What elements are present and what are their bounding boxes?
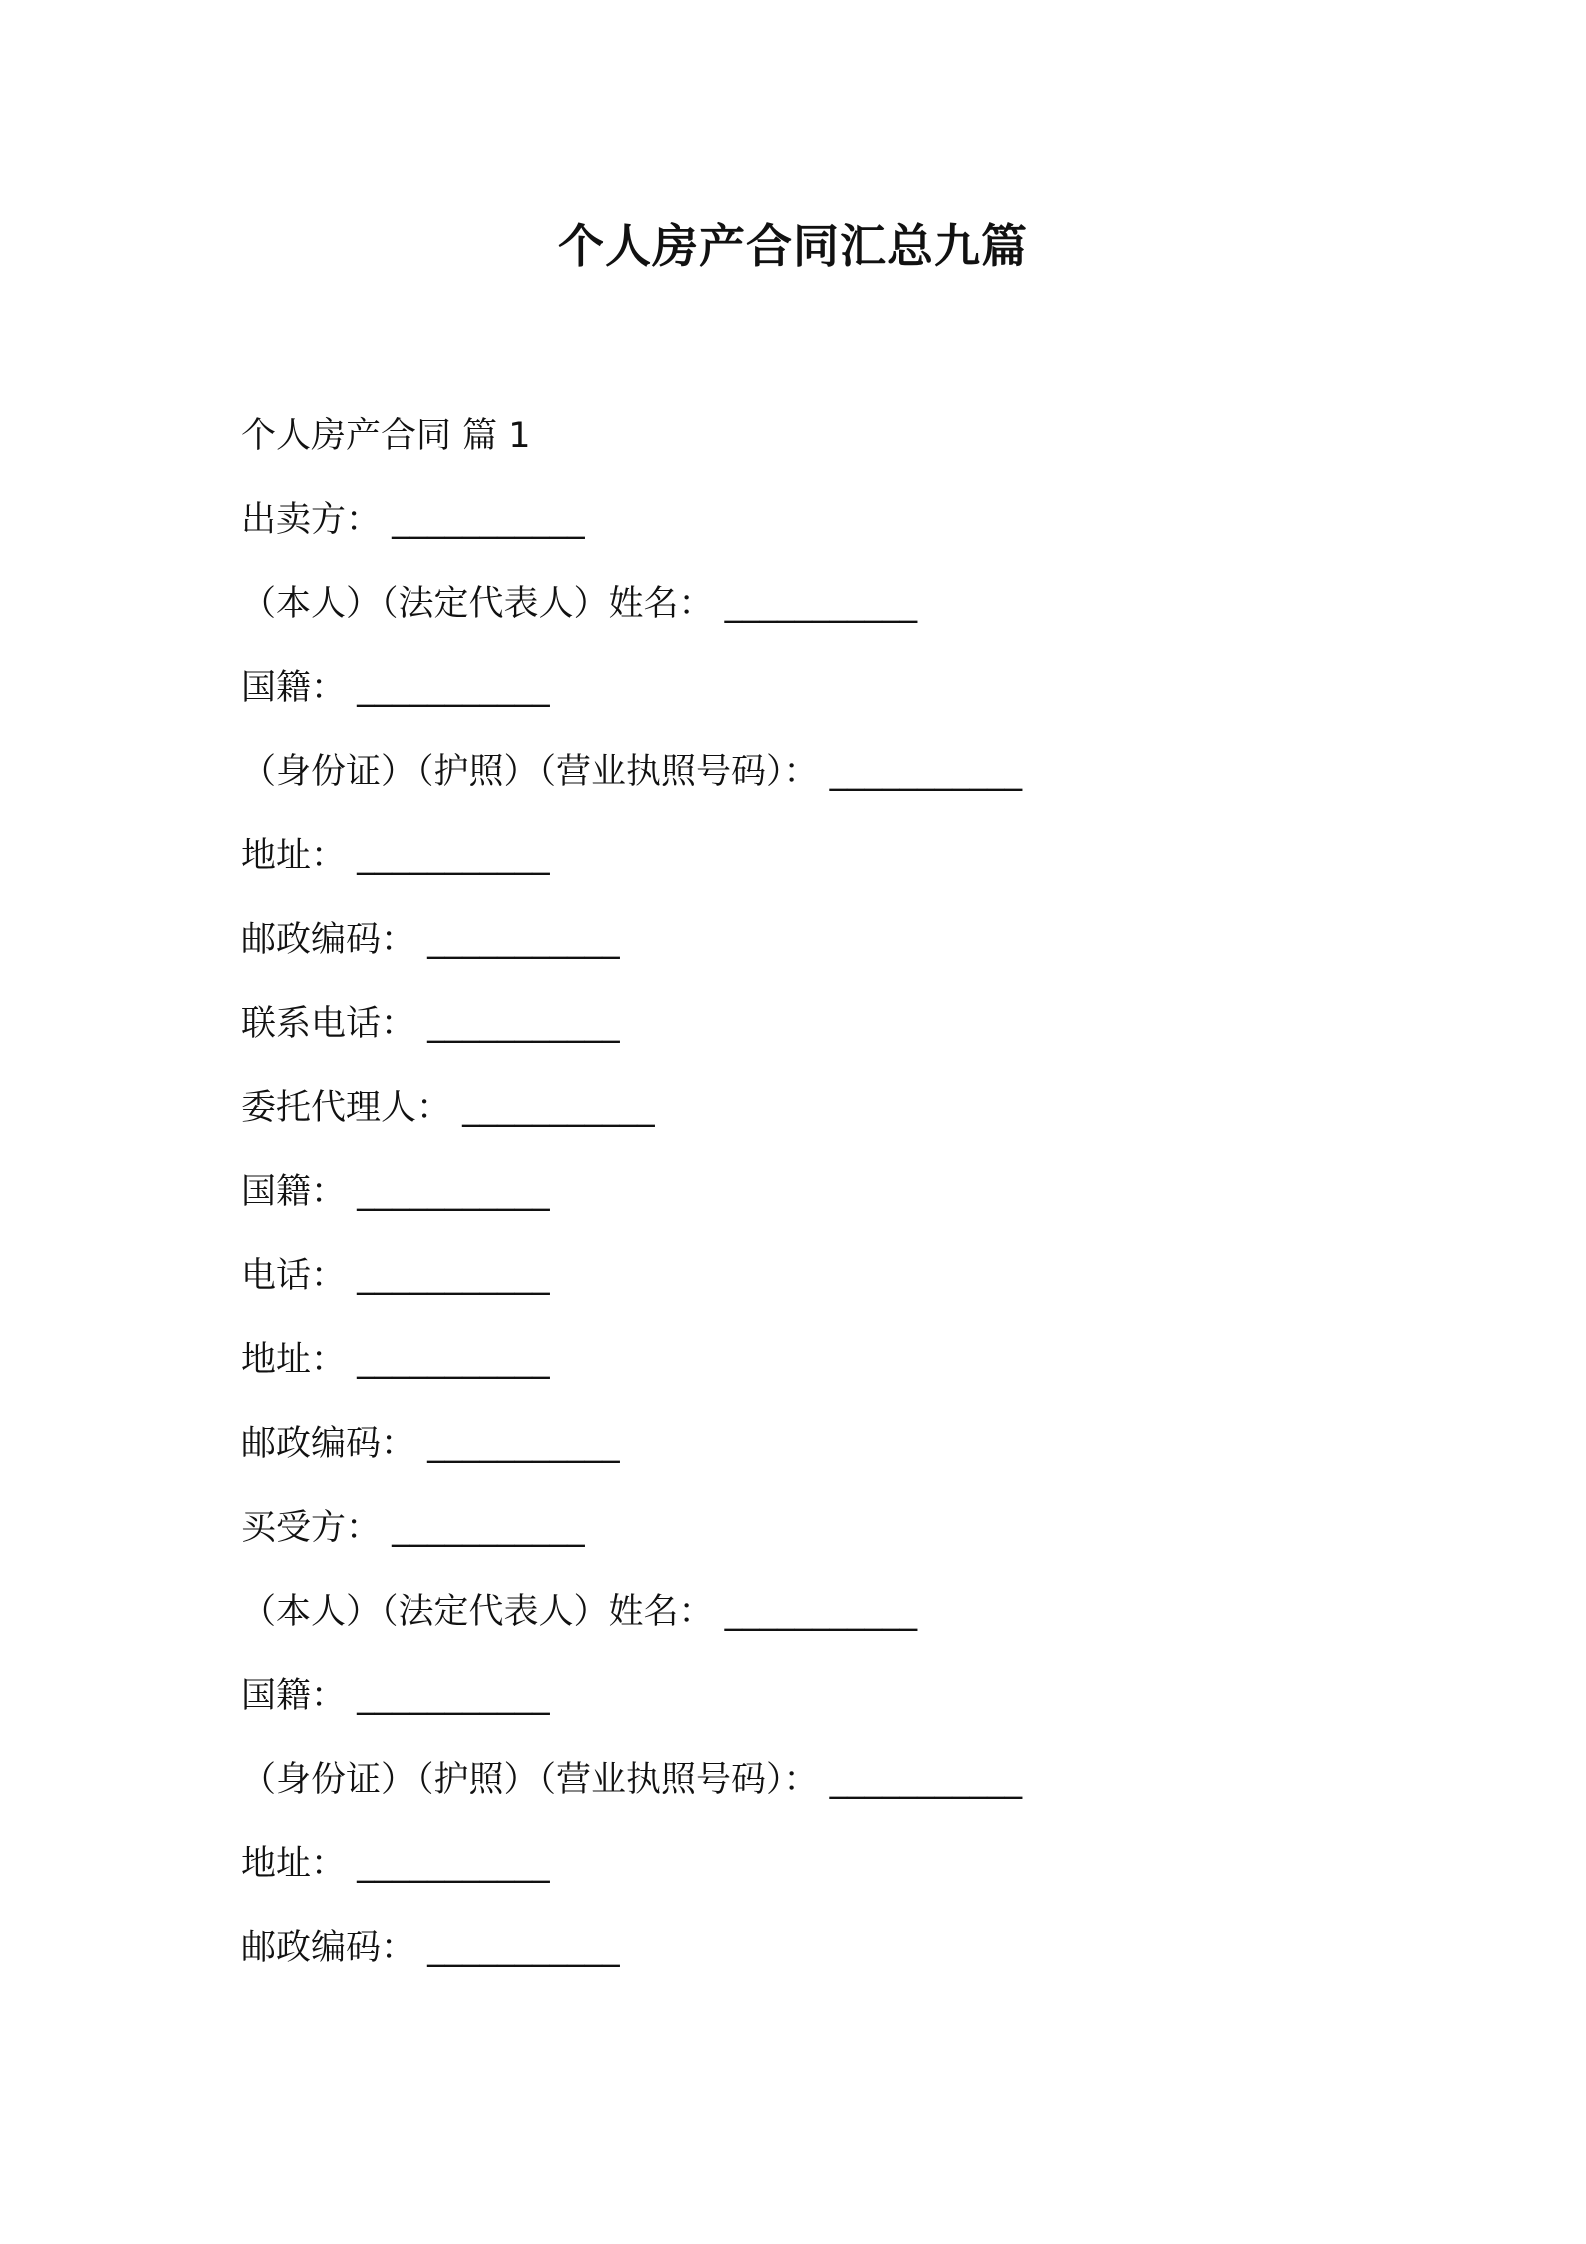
field-agent-address	[241, 1330, 1391, 1390]
field-seller-nationality	[241, 658, 1391, 718]
section-heading: 个人房产合同 篇 1	[241, 416, 531, 456]
field-buyer-id	[241, 1750, 1391, 1810]
field-agent-nationality	[241, 1162, 1391, 1222]
field-label: 地址：	[241, 1844, 347, 1884]
fill-in-blank: ___________	[357, 1676, 550, 1716]
field-label: （本人）（法定代表人）姓名：	[241, 1592, 714, 1632]
fill-in-blank: ___________	[829, 752, 1023, 792]
field-seller-postcode	[241, 910, 1391, 970]
fill-in-blank: ___________	[357, 668, 550, 708]
field-agent	[241, 1078, 1391, 1138]
fill-in-blank: ___________	[829, 1760, 1023, 1800]
field-agent-phone	[241, 1246, 1391, 1306]
fill-in-blank: ___________	[392, 1508, 585, 1548]
fill-in-blank: ___________	[427, 1004, 620, 1044]
field-seller-id	[241, 742, 1391, 802]
field-buyer-name	[241, 1582, 1391, 1642]
field-list	[241, 490, 1391, 1978]
field-label: 电话：	[241, 1256, 347, 1296]
field-label: 联系电话：	[241, 1004, 417, 1044]
field-seller-phone	[241, 994, 1391, 1054]
field-agent-postcode	[241, 1414, 1391, 1474]
field-buyer-address	[241, 1834, 1391, 1894]
field-label: 委托代理人：	[241, 1088, 452, 1128]
field-seller	[241, 490, 1391, 550]
fill-in-blank: ___________	[357, 1172, 550, 1212]
field-buyer-postcode	[241, 1918, 1391, 1978]
field-label: 出卖方：	[241, 500, 382, 540]
field-label: 国籍：	[241, 1172, 347, 1212]
field-label: 地址：	[241, 1340, 347, 1380]
fill-in-blank: ___________	[462, 1088, 655, 1128]
fill-in-blank: ___________	[357, 836, 550, 876]
field-label: （身份证）（护照）（营业执照号码）：	[241, 752, 819, 792]
fill-in-blank: ___________	[357, 1340, 550, 1380]
field-label: 邮政编码：	[241, 1424, 417, 1464]
field-label: 国籍：	[241, 668, 347, 708]
field-label: 邮政编码：	[241, 920, 417, 960]
fill-in-blank: ___________	[427, 1424, 620, 1464]
field-buyer	[241, 1498, 1391, 1558]
field-label: （本人）（法定代表人）姓名：	[241, 584, 714, 624]
field-seller-name	[241, 574, 1391, 634]
fill-in-blank: ___________	[357, 1256, 550, 1296]
field-buyer-nationality	[241, 1666, 1391, 1726]
contract-section	[241, 406, 1391, 2002]
fill-in-blank: ___________	[392, 500, 585, 540]
fill-in-blank: ___________	[427, 1928, 620, 1968]
field-seller-address	[241, 826, 1391, 886]
field-label: 邮政编码：	[241, 1928, 417, 1968]
field-label: 国籍：	[241, 1676, 347, 1716]
fill-in-blank: ___________	[724, 1592, 918, 1632]
fill-in-blank: ___________	[357, 1844, 550, 1884]
fill-in-blank: ___________	[427, 920, 620, 960]
field-label: 买受方：	[241, 1508, 382, 1548]
field-label: 地址：	[241, 836, 347, 876]
fill-in-blank: ___________	[724, 584, 918, 624]
document-title: 个人房产合同汇总九篇	[558, 219, 1028, 273]
field-label: （身份证）（护照）（营业执照号码）：	[241, 1760, 819, 1800]
